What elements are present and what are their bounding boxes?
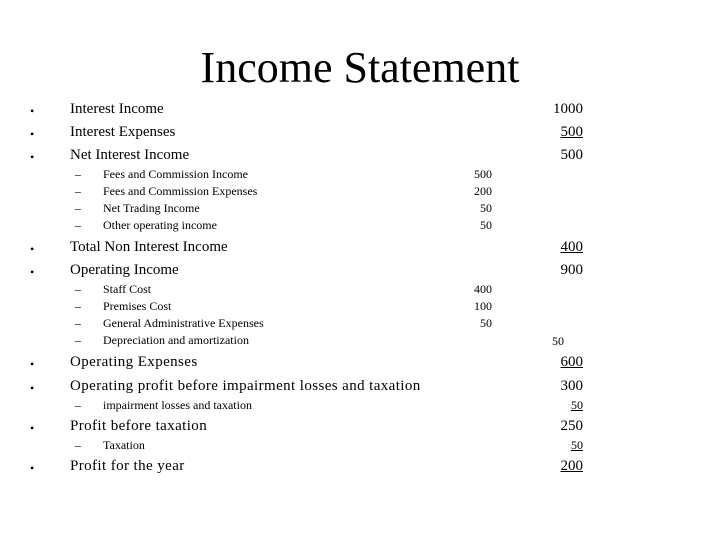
operating-profit-value: 300 bbox=[560, 378, 583, 394]
dash: – bbox=[75, 184, 81, 198]
dash: – bbox=[75, 201, 81, 215]
premises-cost-value: 100 bbox=[474, 299, 492, 313]
operating-income-value: 900 bbox=[560, 262, 583, 278]
depreciation-amortization-label: Depreciation and amortization bbox=[103, 333, 249, 347]
operating-income-label: Operating Income bbox=[70, 262, 179, 278]
profit-before-taxation-value: 250 bbox=[560, 418, 583, 434]
fees-commission-expenses-value: 200 bbox=[474, 184, 492, 198]
bullet: • bbox=[30, 104, 35, 118]
impairment-losses-label: impairment losses and taxation bbox=[103, 398, 252, 412]
total-non-interest-income-label: Total Non Interest Income bbox=[70, 239, 228, 255]
dash: – bbox=[75, 167, 81, 181]
total-non-interest-income-value: 400 bbox=[560, 239, 583, 255]
interest-expenses-label: Interest Expenses bbox=[70, 124, 176, 140]
net-trading-income-label: Net Trading Income bbox=[103, 201, 200, 215]
bullet: • bbox=[30, 150, 35, 164]
other-operating-income-label: Other operating income bbox=[103, 218, 217, 232]
operating-expenses-value: 600 bbox=[560, 354, 583, 370]
taxation-value: 50 bbox=[571, 438, 583, 452]
operating-profit-label: Operating profit before impairment losses and taxation bbox=[70, 378, 421, 394]
dash: – bbox=[75, 299, 81, 313]
premises-cost-label: Premises Cost bbox=[103, 299, 172, 313]
net-interest-income-value: 500 bbox=[560, 147, 583, 163]
dash: – bbox=[75, 398, 81, 412]
dash: – bbox=[75, 218, 81, 232]
profit-for-year-label: Profit for the year bbox=[70, 458, 185, 474]
fees-commission-income-label: Fees and Commission Income bbox=[103, 167, 248, 181]
staff-cost-label: Staff Cost bbox=[103, 282, 152, 296]
bullet: • bbox=[30, 242, 35, 256]
bullet: • bbox=[30, 127, 35, 141]
general-admin-expenses-value: 50 bbox=[480, 316, 492, 330]
dash: – bbox=[75, 316, 81, 330]
page-title: Income Statement bbox=[200, 43, 520, 92]
bullet: • bbox=[30, 265, 35, 279]
dash: – bbox=[75, 438, 81, 452]
net-interest-income-label: Net Interest Income bbox=[70, 147, 190, 163]
interest-income-value: 1000 bbox=[553, 101, 583, 117]
general-admin-expenses-label: General Administrative Expenses bbox=[103, 316, 264, 330]
dash: – bbox=[75, 333, 81, 347]
operating-expenses-label: Operating Expenses bbox=[70, 354, 198, 370]
profit-before-taxation-label: Profit before taxation bbox=[70, 418, 208, 434]
net-trading-income-value: 50 bbox=[480, 201, 492, 215]
dash: – bbox=[75, 282, 81, 296]
staff-cost-value: 400 bbox=[474, 282, 492, 296]
fees-commission-expenses-label: Fees and Commission Expenses bbox=[103, 184, 258, 198]
impairment-losses-value: 50 bbox=[571, 398, 583, 412]
bullet: • bbox=[30, 461, 35, 475]
depreciation-amortization-value: 50 bbox=[552, 334, 564, 348]
bullet: • bbox=[30, 381, 35, 395]
bullet: • bbox=[30, 421, 35, 435]
bullet: • bbox=[30, 357, 35, 371]
fees-commission-income-value: 500 bbox=[474, 167, 492, 181]
other-operating-income-value: 50 bbox=[480, 218, 492, 232]
interest-income-label: Interest Income bbox=[70, 101, 164, 117]
taxation-label: Taxation bbox=[103, 438, 145, 452]
interest-expenses-value: 500 bbox=[560, 124, 583, 140]
profit-for-year-value: 200 bbox=[560, 458, 583, 474]
